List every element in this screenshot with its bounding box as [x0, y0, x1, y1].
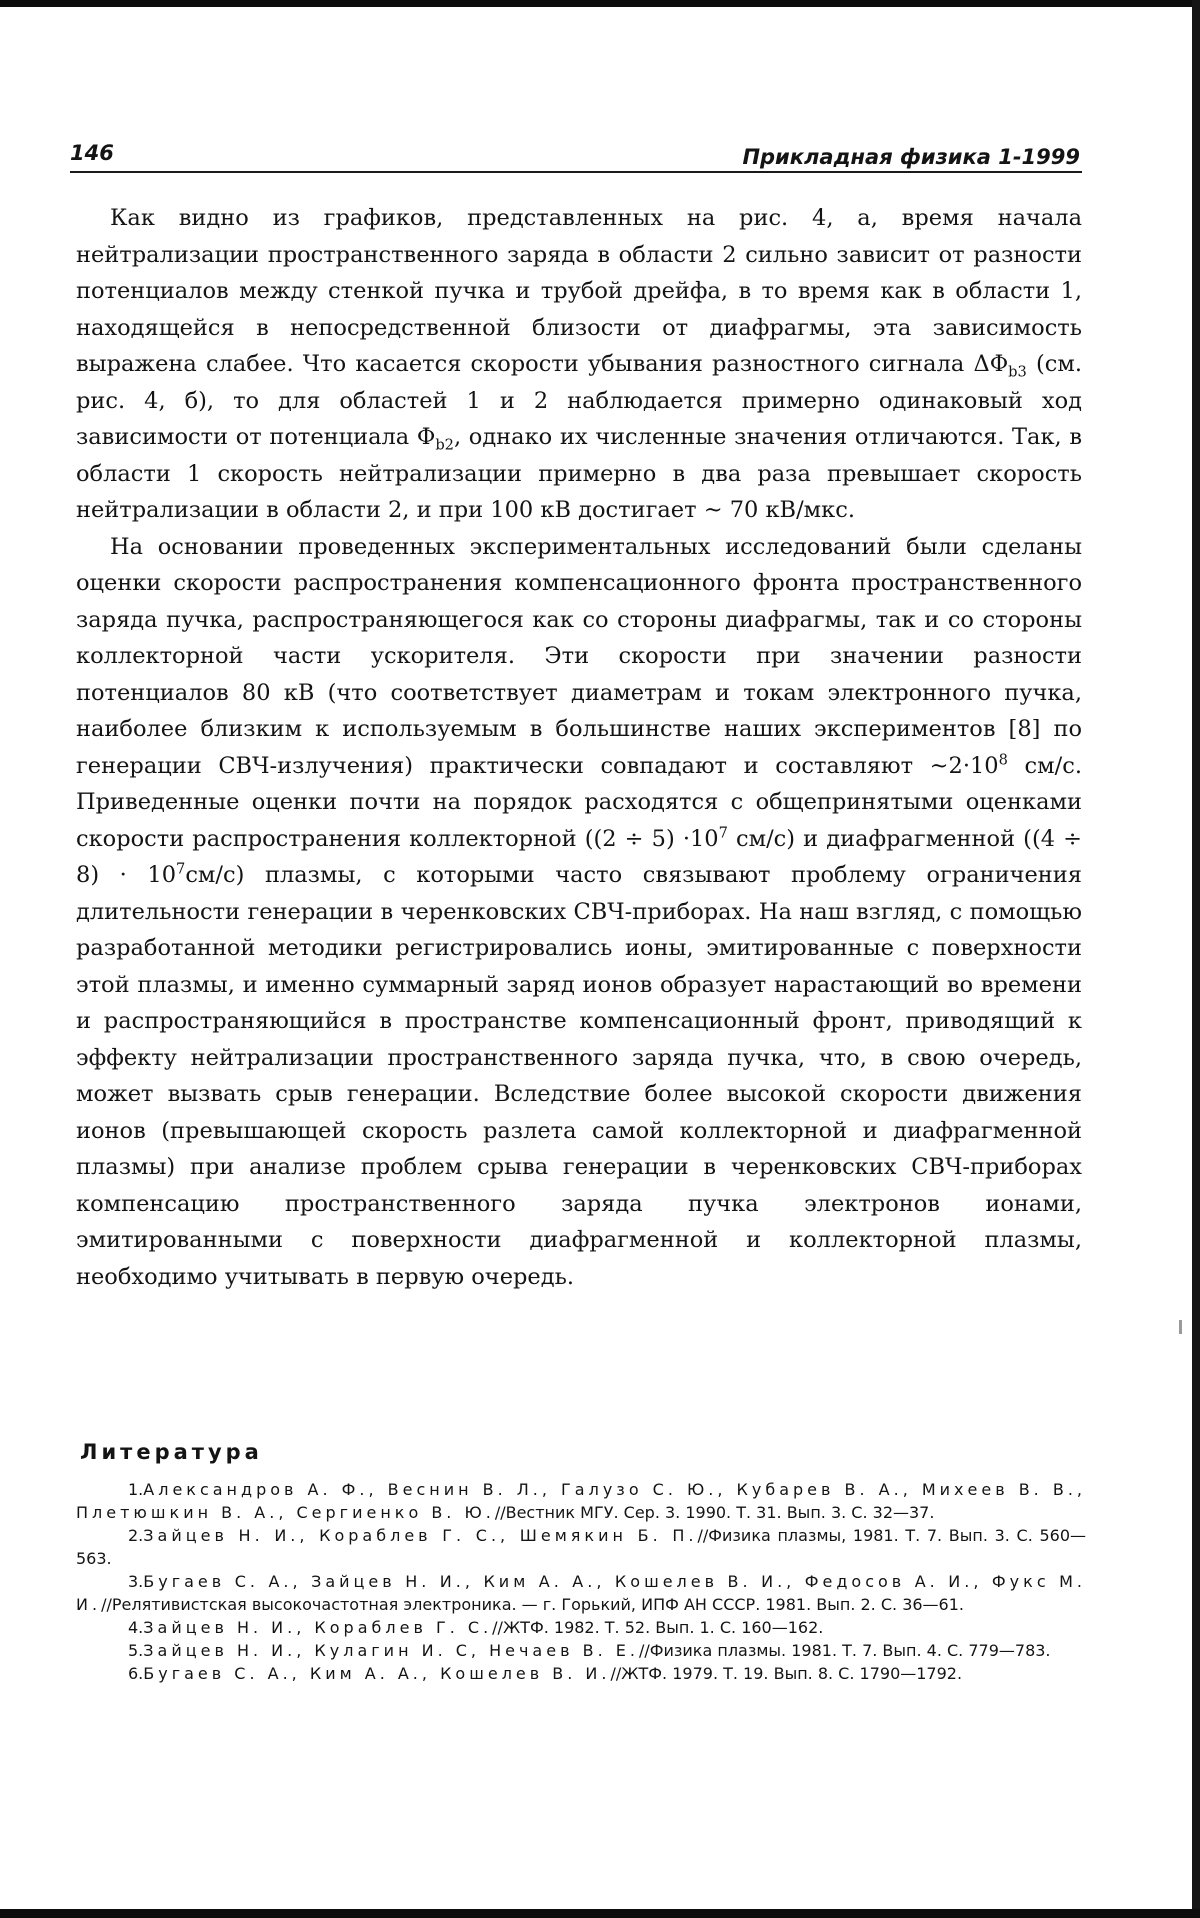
- references-heading: Литература: [80, 1440, 263, 1464]
- page-number: 146: [70, 141, 114, 165]
- reference-item: 4.Зайцев Н. И., Кораблев Г. С.//ЖТФ. 1982. Т. 52. Вып. 1. С. 160—162.: [128, 1618, 824, 1637]
- scan-border-right: [1192, 0, 1200, 1918]
- reference-item: 5.Зайцев Н. И., Кулагин И. С, Нечаев В. Е.//Физика плазмы. 1981. Т. 7. Вып. 4. С. 779—783.: [128, 1641, 1051, 1660]
- reference-item: 6.Бугаев С. А., Ким А. А., Кошелев В. И.//ЖТФ. 1979. Т. 19. Вып. 8. С. 1790—1792.: [128, 1664, 963, 1683]
- references-section: [76, 1440, 1086, 1685]
- scan-border-bottom: [0, 1909, 1200, 1918]
- reference-item: 1.Александров А. Ф., Веснин В. Л., Галузо С. Ю., Кубарев В. А., Михеев В. В., Плетюшкин В. А., Сергиенко В. Ю.//Вестник МГУ. Сер. 3. 1990. Т. 31. Вып. 3. С. 32—37.: [76, 1480, 1086, 1522]
- reference-item: 2.Зайцев Н. И., Кораблев Г. С., Шемякин Б. П.//Физика плазмы, 1981. Т. 7. Вып. 3. С. 560—563.: [76, 1526, 1086, 1568]
- reference-item: 3.Бугаев С. А., Зайцев Н. И., Ким А. А., Кошелев В. И., Федосов А. И., Фукс М. И.//Релятивистская высокочастотная электроника. — г. Горький, ИПФ АН СССР. 1981. Вып. 2. С. 36—61.: [76, 1572, 1086, 1614]
- scan-artifact: [1179, 1320, 1182, 1334]
- header-rule: [70, 171, 1082, 173]
- article-body: [76, 200, 1082, 1295]
- scan-border-top: [0, 0, 1200, 7]
- journal-title: Прикладная физика 1-1999: [742, 145, 1080, 169]
- paragraph-1: Как видно из графиков, представленных на рис. 4, а, время начала нейтрализации пространственного заряда в области 2 сильно зависит от разности потенциалов между стенкой пучка и трубой дрейфа, в то время как в области 1, находящейся в непосредственной близости от диафрагмы, эта зависимость выражена слабее. Что касается скорости убывания разностного сигнала $\Delta\Phi_{b3}$ (см. рис. 4, б), то для областей 1 и 2 наблюдается примерно одинаковый ход зависимости от потенциала $\Phi_{b2}$, однако их численные значения отличаются. Так, в области 1 скорость нейтрализации примерно в два раза превышает скорость нейтрализации в области 2, и при 100 кВ достигает ~ 70 кВ/мкс.: [76, 205, 1083, 523]
- paragraph-2: На основании проведенных экспериментальных исследований были сделаны оценки скорости распространения компенсационного фронта пространственного заряда пучка, распространяющегося как со стороны диафрагмы, так и со стороны коллекторной части ускорителя. Эти скорости при значении разности потенциалов 80 кВ (что соответствует диаметрам и токам электронного пучка, наиболее близким к используемым в большинстве наших экспериментов [8] по генерации СВЧ-излучения) практически совпадают и составляют $\sim 2\cdot 10^8$ см/с. Приведенные оценки почти на порядок расходятся с общепринятыми оценками скорости распространения коллекторной ($(2 \div 5) \cdot 10^7$ см/с) и диафрагменной $((4 \div 8) \cdot 10^7см/с)$ плазмы, с которыми часто связывают проблему ограничения длительности генерации в черенковских СВЧ-приборах. На наш взгляд, с помощью разработанной методики регистрировались ионы, эмитированные с поверхности этой плазмы, и именно суммарный заряд ионов образует нарастающий во времени и распространяющийся в пространстве компенсационный фронт, приводящий к эффекту нейтрализации пространственного заряда пучка, что, в свою очередь, может вызвать срыв генерации. Вследствие более высокой скорости движения ионов (превышающей скорость разлета самой коллекторной и диафрагменной плазмы) при анализе проблем срыва генерации в черенковских СВЧ-приборах компенсацию пространственного заряда пучка электронов ионами, эмитированными с поверхности диафрагменной и коллекторной плазмы, необходимо учитывать в первую очередь.: [76, 533, 1082, 1290]
